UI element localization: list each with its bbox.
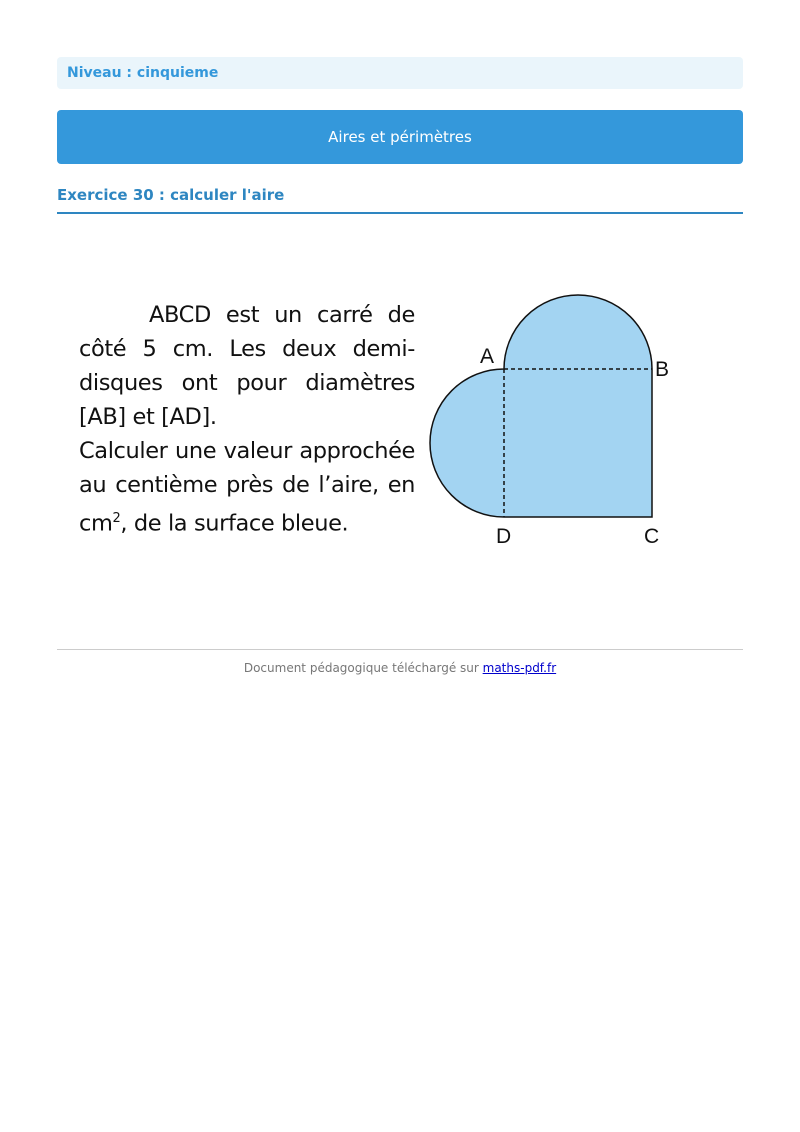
- footer-link[interactable]: maths-pdf.fr: [482, 661, 557, 675]
- point-label-d: D: [496, 525, 512, 548]
- statement-paragraph-2-start: Calculer une valeur approchée au centième près de l’aire, en cm: [79, 438, 415, 537]
- statement-paragraph-2: [79, 434, 415, 541]
- exercise-statement: [79, 298, 415, 541]
- footer-text: Document pédagogique téléchargé sur: [243, 661, 483, 675]
- exercise-title: Exercice 30 : calculer l'aire: [57, 186, 743, 214]
- statement-paragraph-2-end: , de la surface bleue.: [120, 510, 349, 537]
- superscript-two: 2: [112, 511, 121, 526]
- blue-surface: [430, 295, 652, 517]
- heart-shape-figure: [417, 288, 707, 554]
- level-indicator: Niveau : cinquieme: [57, 57, 743, 89]
- footer-divider: [57, 649, 743, 650]
- statement-paragraph-1: ABCD est un carré de côté 5 cm. Les deux demi-disques ont pour diamètres [AB] et [AD].: [79, 302, 415, 430]
- point-label-c: C: [644, 525, 660, 548]
- topic-title: Aires et périmètres: [57, 110, 743, 164]
- exercise-content: [57, 270, 743, 570]
- point-label-b: B: [655, 358, 670, 381]
- point-label-a: A: [480, 345, 495, 368]
- footer: [57, 661, 743, 675]
